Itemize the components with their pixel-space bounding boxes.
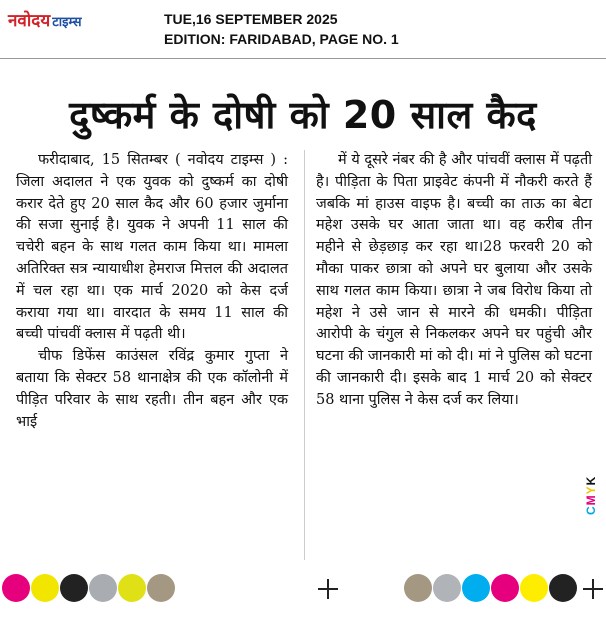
article-column-right bbox=[316, 150, 592, 412]
cmyk-m: M bbox=[584, 495, 598, 506]
cmyk-registration-label bbox=[584, 476, 598, 515]
logo-part1: नवोदय bbox=[8, 11, 51, 31]
registration-crosshair-icon bbox=[583, 579, 603, 599]
header-divider bbox=[0, 58, 606, 59]
article-column-left bbox=[16, 150, 288, 433]
color-swatch bbox=[89, 574, 117, 602]
column-divider bbox=[304, 150, 305, 560]
color-swatch bbox=[462, 574, 490, 602]
edition-label: EDITION: FARIDABAD, PAGE NO. 1 bbox=[164, 31, 399, 47]
newspaper-logo[interactable] bbox=[8, 8, 82, 31]
color-swatch bbox=[2, 574, 30, 602]
masthead-bar bbox=[0, 0, 606, 58]
color-swatch bbox=[549, 574, 577, 602]
edition-info bbox=[164, 9, 399, 49]
article-headline: दुष्कर्म के दोषी को 20 साल कैद bbox=[69, 93, 537, 137]
color-bar-right bbox=[404, 574, 582, 604]
news-clipping bbox=[6, 62, 600, 574]
issue-date: TUE,16 SEPTEMBER 2025 bbox=[164, 11, 338, 27]
cmyk-y: Y bbox=[584, 486, 598, 495]
color-swatch bbox=[433, 574, 461, 602]
registration-crosshair-icon bbox=[318, 579, 338, 599]
color-swatch bbox=[404, 574, 432, 602]
color-swatch bbox=[147, 574, 175, 602]
color-swatch bbox=[118, 574, 146, 602]
article-paragraph: फरीदाबाद, 15 सितम्बर ( नवोदय टाइम्स ) : जिला अदालत ने एक युवक को दुष्कर्म का दोषी करार देते हुए 20 साल कैद और 60 हजार जुर्माना की सजा सुनाई है। युवक ने अपनी 11 साल की चचेरी बहन के साथ गलत काम किया था। मामला अतिरिक्त सत्र न्यायाधीश हेमराज मित्तल की अदालत में चल रहा था। एक मार्च 2020 को केस दर्ज कराया गया था। वारदात के समय 11 साल की बच्ची पांचवीं क्लास में पढ़ती थी। bbox=[16, 152, 288, 343]
color-swatch bbox=[520, 574, 548, 602]
article-paragraph: चीफ डिफेंस काउंसल रविंद्र कुमार गुप्ता ने बताया कि सेक्टर 58 थानाक्षेत्र की एक कॉलोनी में पीड़ित परिवार के साथ रहती। तीन बहन और एक भाई bbox=[16, 348, 288, 430]
logo-part2: टाइम्स bbox=[52, 15, 82, 30]
article-paragraph: में ये दूसरे नंबर की है और पांचवीं क्लास में पढ़ती है। पीड़िता के पिता प्राइवेट कंपनी में नौकरी करते हैं जबकि मां हाउस वाइफ है। बच्ची का ताऊ का बेटा महेश उसके घर आता जाता था। वह करीब तीन महीने से छेड़छाड़ कर रहा था।28 फरवरी 20 को मौका पाकर छात्रा को अपने घर बुलाया और उसके साथ गलत काम किया। छात्रा ने जब विरोध किया तो महेश ने उसे जान से मारने की धमकी। पीड़िता आरोपी के चंगुल से निकलकर अपने घर पहुंची और घटना की जानकारी मां को दी। मां ने पुलिस को घटना की जानकारी दी। इसके बाद 1 मार्च 20 को सेक्टर 58 थाना पुलिस ने केस दर्ज कर लिया। bbox=[316, 152, 592, 408]
cmyk-c: C bbox=[584, 506, 598, 515]
color-swatch bbox=[491, 574, 519, 602]
color-swatch bbox=[60, 574, 88, 602]
color-bar-left bbox=[2, 574, 252, 604]
cmyk-k: K bbox=[584, 476, 598, 486]
color-swatch bbox=[31, 574, 59, 602]
